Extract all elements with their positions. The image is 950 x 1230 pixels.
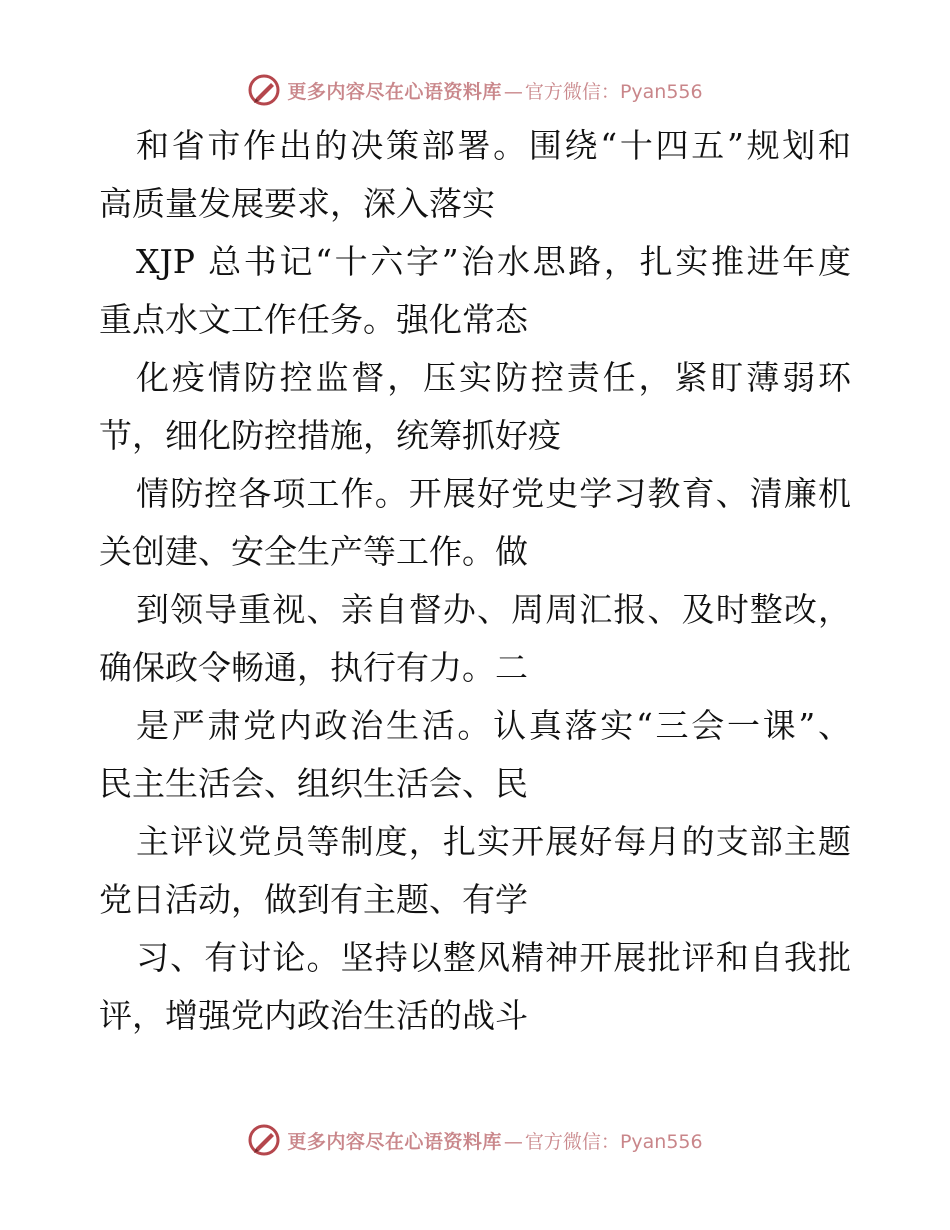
watermark-separator: — bbox=[503, 80, 523, 103]
paragraph-line: 和省市作出的决策部署。围绕“十四五”规划和 bbox=[136, 126, 851, 165]
watermark-main: 更多内容尽在心语资料库 bbox=[287, 1130, 502, 1153]
header-watermark bbox=[0, 70, 950, 110]
watermark-account: Pyan556 bbox=[619, 1130, 703, 1153]
paragraph-line: 到领导重视、亲自督办、周周汇报、及时整改， bbox=[136, 590, 851, 629]
footer-watermark bbox=[0, 1120, 950, 1160]
watermark-label: 官方微信： bbox=[524, 1130, 620, 1153]
paragraph-line: 化疫情防控监督，压实防控责任，紧盯薄弱环 bbox=[136, 358, 851, 397]
watermark-text bbox=[287, 1127, 702, 1154]
paragraph-line: 重点水文工作任务。强化常态 bbox=[99, 300, 528, 339]
watermark-account: Pyan556 bbox=[619, 80, 703, 103]
paragraph-line: 是严肃党内政治生活。认真落实“三会一课”、 bbox=[136, 706, 851, 745]
watermark-text bbox=[287, 77, 702, 104]
paragraph-line: 民主生活会、组织生活会、民 bbox=[99, 764, 528, 803]
paragraph-line: XJP 总书记“十六字”治水思路，扎实推进年度 bbox=[136, 242, 851, 281]
paragraph-line: 党日活动，做到有主题、有学 bbox=[99, 880, 528, 919]
paragraph-line: 评，增强党内政治生活的战斗 bbox=[99, 996, 528, 1035]
paragraph-line: 确保政令畅通，执行有力。二 bbox=[99, 648, 528, 687]
paragraph-line: 节，细化防控措施，统筹抓好疫 bbox=[99, 416, 561, 455]
paragraph-line: 关创建、安全生产等工作。做 bbox=[99, 532, 528, 571]
paragraph-line: 主评议党员等制度，扎实开展好每月的支部主题 bbox=[136, 822, 851, 861]
paragraph-line: 高质量发展要求，深入落实 bbox=[99, 184, 495, 223]
watermark-separator: — bbox=[503, 1130, 523, 1153]
watermark-main: 更多内容尽在心语资料库 bbox=[287, 80, 502, 103]
pen-logo-icon bbox=[247, 1123, 281, 1157]
watermark-label: 官方微信： bbox=[524, 80, 620, 103]
pen-logo-icon bbox=[247, 73, 281, 107]
paragraph-line: 习、有讨论。坚持以整风精神开展批评和自我批 bbox=[136, 938, 851, 977]
paragraph-line: 情防控各项工作。开展好党史学习教育、清廉机 bbox=[136, 474, 851, 513]
